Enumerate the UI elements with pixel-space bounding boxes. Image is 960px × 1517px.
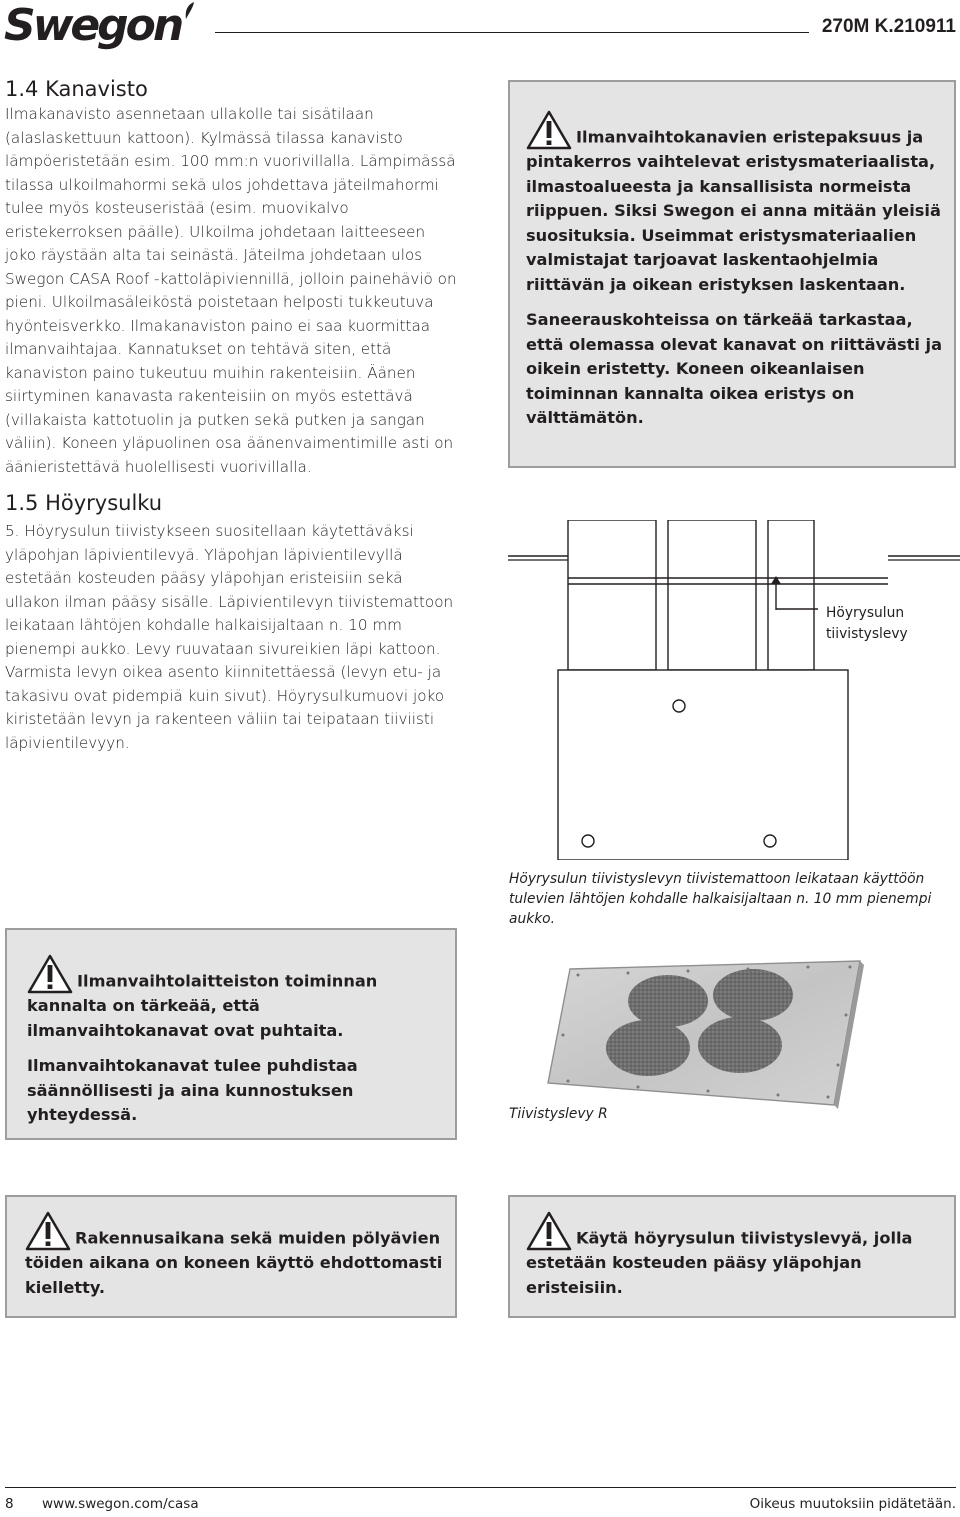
logo-leaf-icon: [184, 2, 196, 20]
footer-rule: [5, 1487, 956, 1488]
warning-clean-text-2: Ilmanvaihtokanavat tulee puhdistaa säännöllisesti ja aina kunnostuksen yhteydessä.: [27, 1056, 358, 1124]
warning-triangle-icon: [526, 1211, 572, 1251]
header-rule: [215, 32, 809, 33]
diagram-caption: Höyrysulun tiivistyslevyn tiivistemattoon leikataan käyttöön tulevien lähtöjen kohdalle halkaisijaltaan n. 10 mm pienempi aukko.: [509, 871, 932, 927]
warning-box-dust: [5, 1195, 457, 1318]
section-title-hoyrysulku: 1.5 Höyrysulku: [5, 491, 163, 515]
warning-triangle-icon: [526, 110, 572, 150]
warning-box-vapour-barrier: [508, 1195, 956, 1318]
diagram-label-seal-plate: Höyrysulun tiivistyslevy: [826, 605, 908, 642]
warning-insulation-text-1: Ilmanvaihtokanavien eristepaksuus ja pintakerros vaihtelevat eristysmateriaalista, ilmastoalueesta ja kansallisista normeista riippuen. Siksi Swegon ei anna mitään yleisiä suosituksia. Useimmat eristysmateriaalien valmistajat tarjoavat laskentaohjelmia riittävän ja oikean eristyksen laskentaan.: [526, 110, 944, 297]
section-body-hoyrysulku: 5. Höyrysulun tiivistykseen suositellaan käytettäväksi yläpohjan läpivientilevyä. Yläpohjan läpivientilevyllä estetään kosteuden pääsy yläpohjan eristeisiin sekä ullakon ilman pääsy sisälle. Läpivientilevyn tiivistemattoon leikataan lähtöjen kohdalle halkaisijaltaan n. 10 mm pienempi aukko. Levy ruuvataan sivureikien läpi kattoon. Varmista levyn oikea asento kiinnitettäessä (levyn etu- ja takasivu ovat pidempiä kuin sivut). Höyrysulkumuovi joko kiristetään levyn ja rakenteen väliin tai teipataan tiiviisti läpivientilevyyn.: [5, 522, 454, 752]
section-body-kanavisto: Ilmakanavisto asennetaan ullakolle tai sisätilaan (alaslaskettuun kattoon). Kylmässä tilassa kanavisto lämpöeristetään esim. 100 mm:n vuorivillalla. Lämpimässä tilassa ulkoilmahormi sekä ulos johdettava jäteilmahormi tulee myös kosteuseristää (esim. muovikalvo eristekerroksen päälle). Ulkoilma johdetaan laitteeseen joko räystään alta tai seinästä. Jäteilma johdetaan ulos Swegon CASA Roof -kattoläpiviennillä, jolloin painehäviö on pieni. Ulkoilmasäleiköstä poistetaan helposti tukkeutuva hyönteisverkko. Ilmakanaviston paino ei saa kuormittaa ilmanvaihtajaa. Kannatukset on tehtävä siten, että kanaviston paino tukeutuu muihin rakenteisiin. Äänen siirtyminen kanavasta rakenteisiin on myös estettävä (villakaista kattotuolin ja putken sekä putken ja sangan väliin). Koneen yläpuolinen osa äänenvaimentimille asti on äänieristettävä huolellisesti vuorivillalla.: [5, 105, 457, 476]
swegon-logo: Swegon: [4, 0, 182, 51]
footer-url-link[interactable]: www.swegon.com/casa: [42, 1496, 199, 1512]
page-number: 8: [5, 1496, 14, 1512]
warning-dust-text: Rakennusaikana sekä muiden pölyävien töiden aikana on koneen käyttö ehdottomasti kielletty.: [25, 1211, 445, 1300]
photo-caption: Tiivistyslevy R: [509, 1106, 608, 1122]
warning-triangle-icon: [27, 954, 73, 994]
document-code: 270M K.210911: [821, 16, 956, 37]
warning-triangle-icon: [25, 1211, 71, 1251]
warning-box-insulation: [508, 80, 956, 468]
warning-insulation-text-2: Saneerauskohteissa on tärkeää tarkastaa, että olemassa olevat kanavat on riittävästi ja oikein eristetty. Koneen oikeanlaisen toiminnan kannalta oikea eristys on välttämätön.: [526, 310, 943, 427]
warning-clean-text-1: Ilmanvaihtolaitteiston toiminnan kannalta on tärkeää, että ilmanvaihtokanavat ovat puhtaita.: [27, 954, 443, 1043]
seal-plate-photo: [508, 955, 960, 1125]
warning-box-clean-ducts: [5, 928, 457, 1140]
warning-vapour-text: Käytä höyrysulun tiivistyslevyä, jolla estetään kosteuden pääsy yläpohjan eristeisiin.: [526, 1211, 944, 1300]
section-title-kanavisto: 1.4 Kanavisto: [5, 77, 148, 101]
footer-rights-notice: Oikeus muutoksiin pidätetään.: [749, 1496, 956, 1512]
vapour-barrier-diagram: [508, 520, 960, 860]
